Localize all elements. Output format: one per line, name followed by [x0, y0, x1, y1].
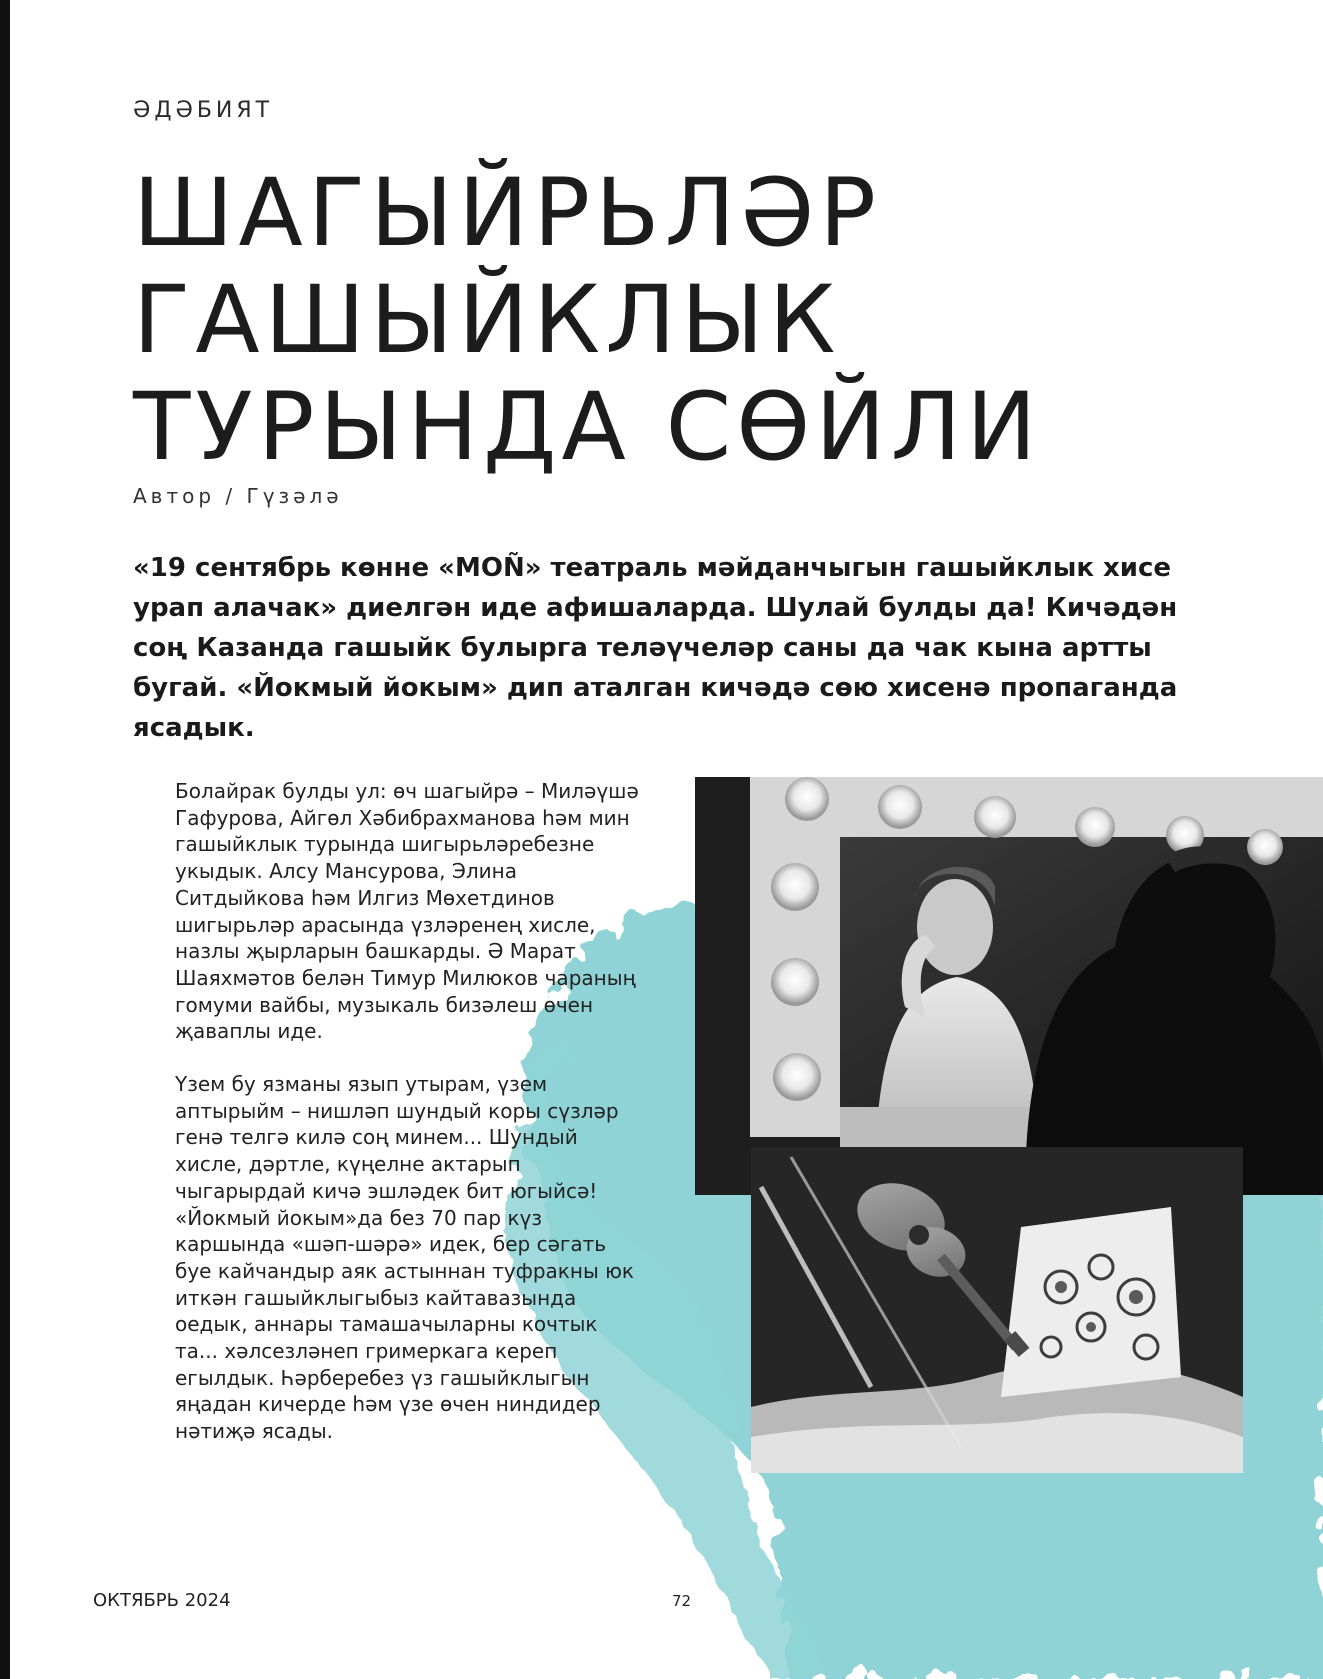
photo-dressing-room-mirror — [695, 777, 1323, 1195]
body-paragraph-1: Болайрак булды ул: өч шагыйрә – Миләүшә Гафурова, Айгөл Хәбибрахманова һәм мин гашыйклык турында шигырьләребезне укыдык. Алсу Мансурова, Элина Ситдыйкова һәм Илгиз Мөхетдинов шигырьләр арасында үзләренең хисле, назлы җырларын башкарды. Ә Марат Шаяхмәтов белән Тимур Милюков чараның гомуми вайбы, музыкаль бизәлеш өчен җаваплы иде. — [175, 779, 639, 1044]
body-paragraph-2: Үзем бу язманы язып утырам, үзем аптырыйм – нишләп шундый коры сүзләр генә телгә килә соң минем... Шундый хисле, дәртле, күңелне актарып чыгарырдай кичә эшләдек бит югыйсә! «Йокмый йокым»да без 70 пар күз каршында «шәп-шәрә» идек, бер сәгать буе кайчандыр аяк астыннан туфракны юк иткән гашыйклыгыбыз кайтавазында оедык, аннары тамашачыларны кочтык та... хәлсезләнеп гримеркага кереп егылдык. Һәрберебез үз гашыйклыгын яңадан кичерде һәм үзе өчен ниндидер нәтиҗә ясады. — [175, 1072, 635, 1444]
article-body — [175, 778, 645, 1471]
footer-page-number: 72 — [672, 1592, 692, 1610]
title-line-3: ТУРЫНДА СӨЙЛИ — [133, 373, 1042, 482]
title-line-2: ГАШЫЙКЛЫК — [133, 266, 841, 375]
photo-ukulele-pillow — [751, 1147, 1243, 1473]
section-label: ӘДӘБИЯТ — [133, 98, 274, 123]
lead-paragraph: «19 сентябрь көнне «MOÑ» театраль мәйданчыгын гашыйклык хисе урап алачак» диелгән иде афишаларда. Шулай булды да! Кичәдән соң Казанда гашыйк булырга теләүчеләр саны да чак кына артты бугай. «Йокмый йокым» дип аталган кичәдә сөю хисенә пропаганда ясадык. — [133, 553, 1178, 743]
left-edge-bar — [0, 0, 10, 1679]
article-title — [133, 160, 1293, 481]
ukulele-scene-illustration — [751, 1147, 1243, 1473]
author-credit: Автор / Гүзәлә — [133, 484, 343, 508]
title-line-1: ШАГЫЙРЬЛӘР — [133, 159, 881, 268]
footer-issue-date: ОКТЯБРЬ 2024 — [93, 1590, 231, 1611]
mirror-scene-illustration — [695, 777, 1323, 1195]
